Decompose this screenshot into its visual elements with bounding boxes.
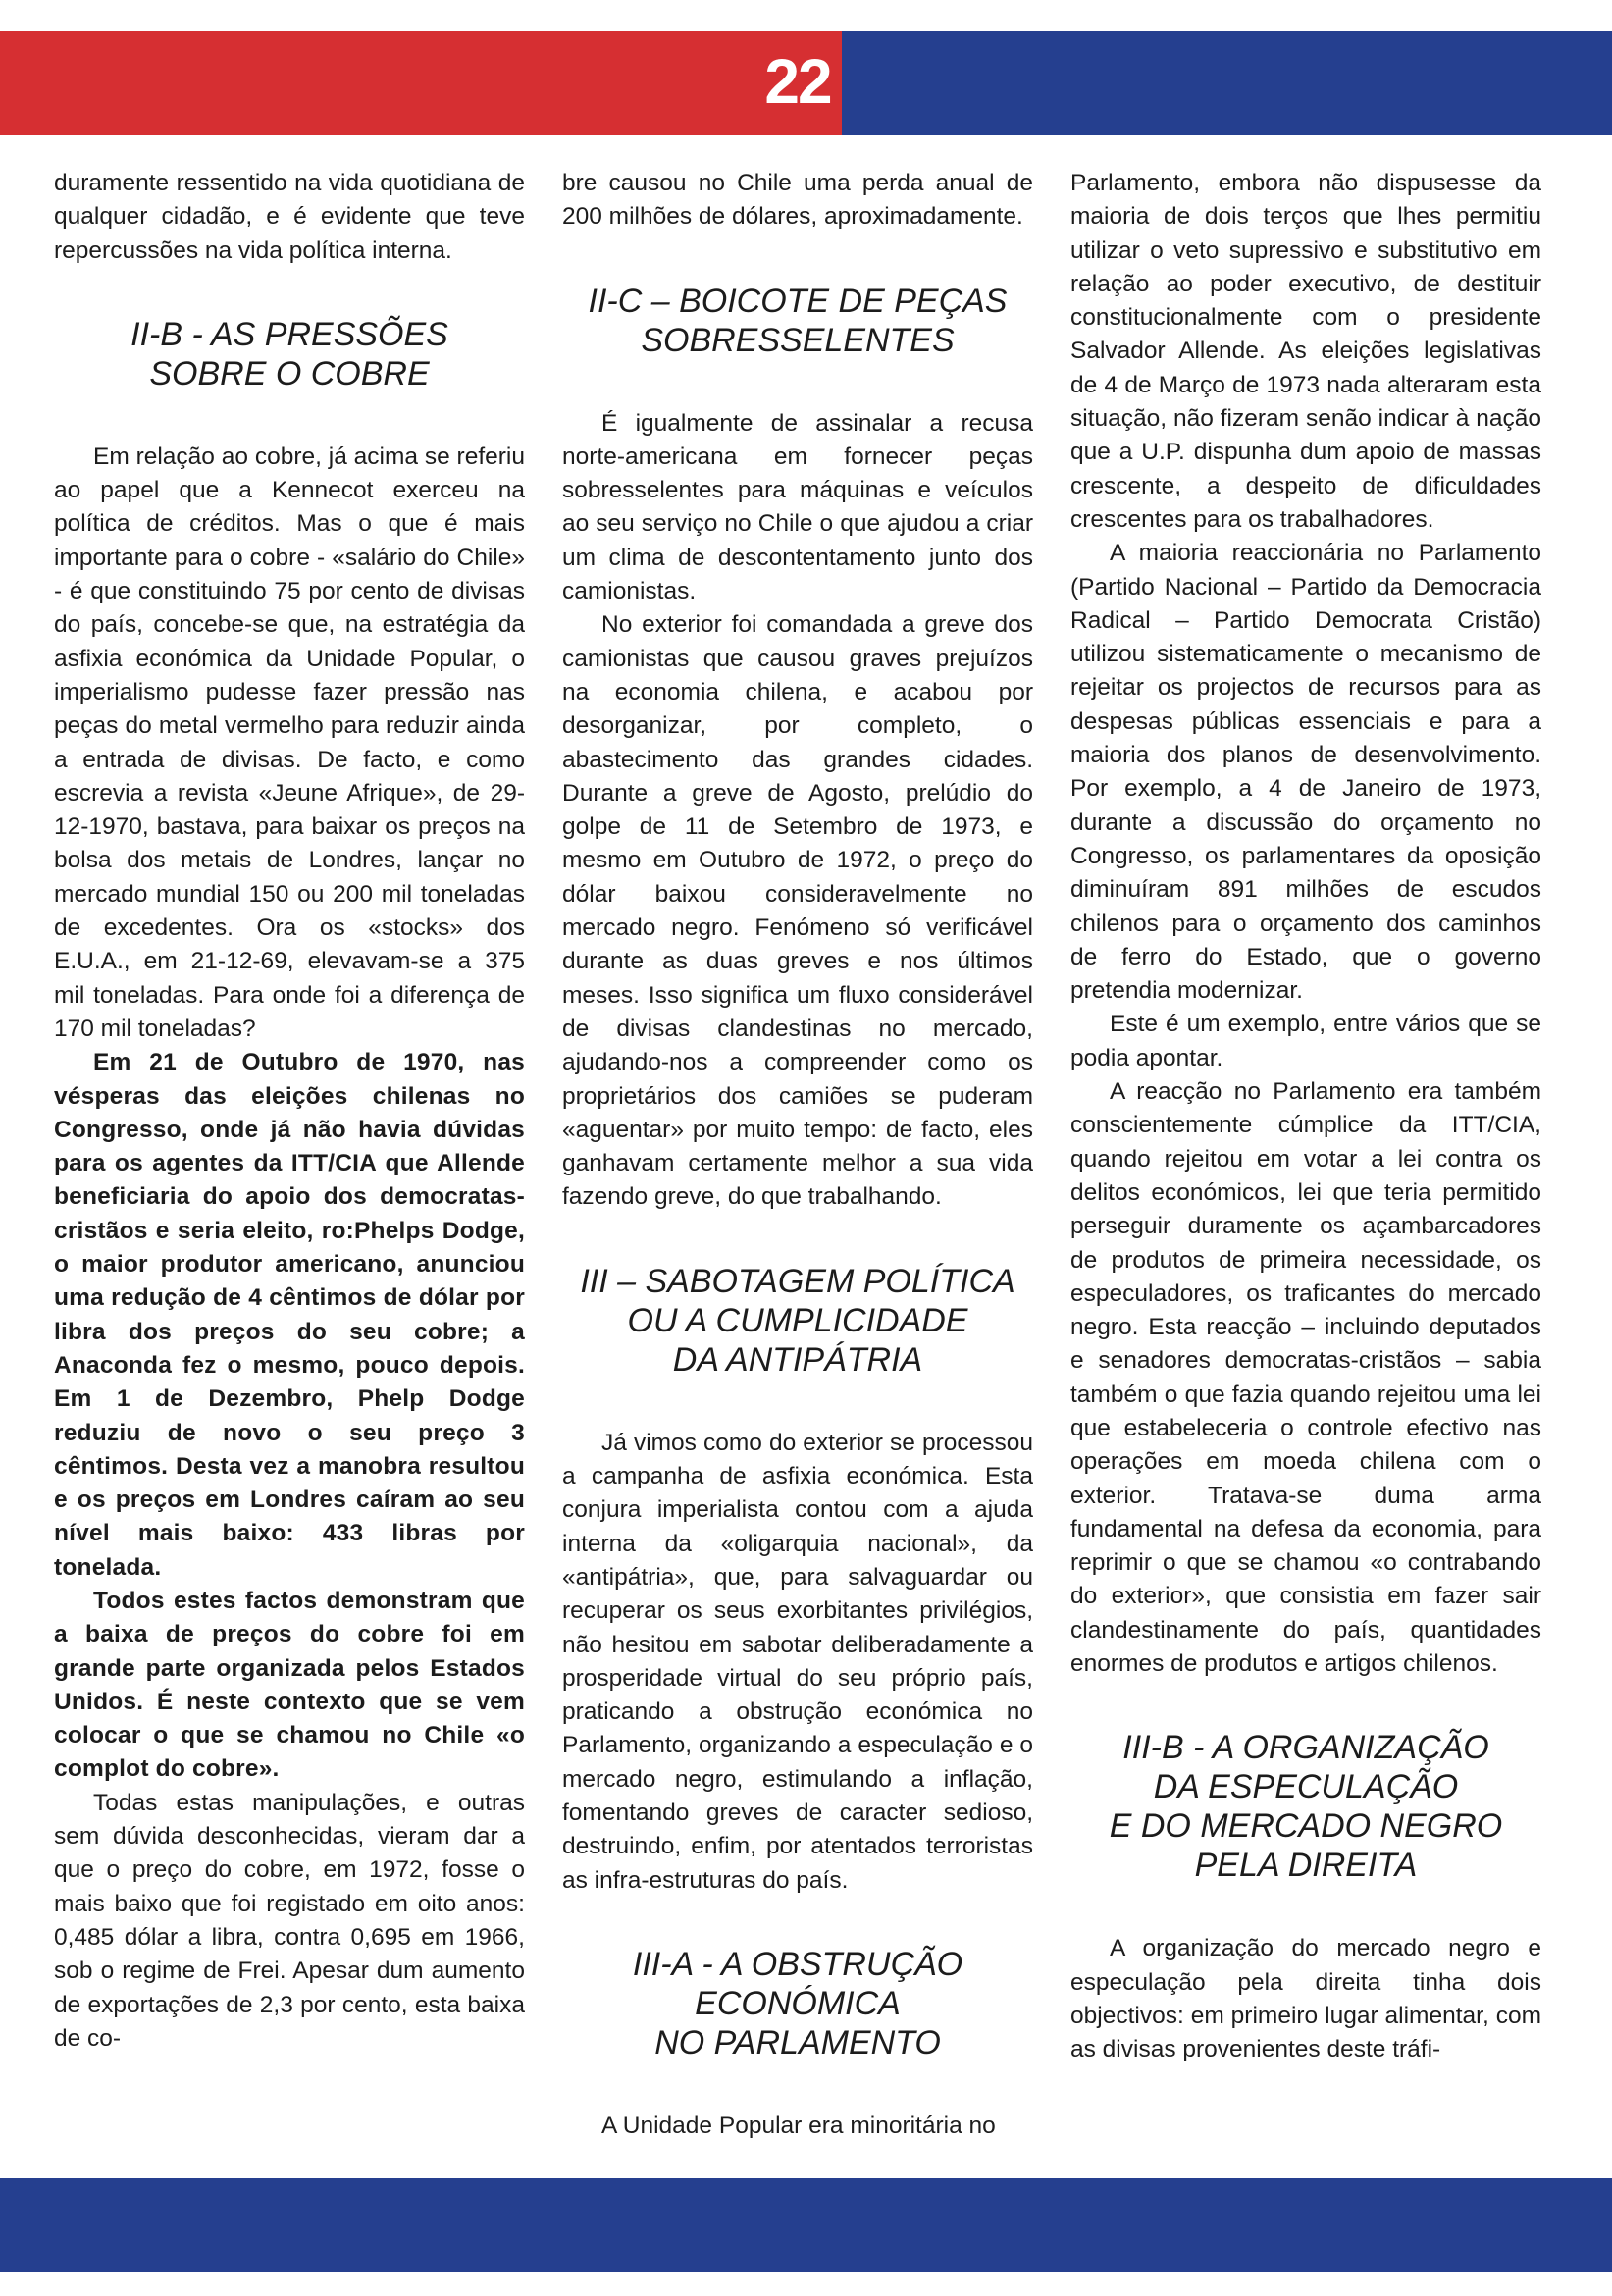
paragraph: Já vimos como do exterior se processou a campanha de asfixia económica. Esta conjura imperialista contou com a ajuda interna da «oligarquia nacional», da «antipátria», que, para salvaguardar ou recuperar os seus exorbitantes privilégios, não hesitou em sabotar deliberadamente a prosperidade virtual do seu próprio país, praticando a obstrução económica no Parlamento, organizando a especulação e o mercado negro, estimulando a inflação, fomentando greves de caracter sedioso, destruindo, enfim, por atentados terroristas as infra-estruturas do país. — [562, 1429, 1033, 1894]
paragraph-bold: Em 21 de Outubro de 1970, nas vésperas das eleições chilenas no Congresso, onde já não havia dúvidas para os agentes da ITT/CIA que Allende beneficiaria do apoio dos democratas-cristãos e seria eleito, ro:Phelps Dodge, o maior produtor americano, anunciou uma redução de 4 cêntimos de dólar por libra dos preços do seu cobre; a Anaconda fez o mesmo, pouco depois. Em 1 de Dezembro, Phelp Dodge reduziu de novo o seu preço 3 cêntimos. Desta vez a manobra resultou e os preços em Londres caíram ao seu nível mais baixo: 433 libras por tonelada. — [54, 1049, 525, 1581]
paragraph: A maioria reaccionária no Parlamento (Partido Nacional – Partido da Democracia Radical – Partido Democrata Cristão) utilizou sistematicamente o mecanismo de rejeitar os projectos de recursos para as despesas públicas essenciais e para a maioria dos planos de desenvolvimento. Por exemplo, a 4 de Janeiro de 1973, durante a discussão do orçamento no Congresso, os parlamentares da oposição diminuíram 891 milhões de escudos chilenos para o orçamento dos caminhos de ferro do Estado, que o governo pretendia modernizar. — [1070, 540, 1541, 1005]
text-column-1 — [54, 167, 525, 2056]
paragraph: Todas estas manipulações, e outras sem dúvida desconhecidas, vieram dar a que o preço do cobre, em 1972, fosse o mais baixo que foi registado em oito anos: 0,485 dólar a libra, contra 0,695 em 1966, sob o regime de Frei. Apesar dum aumento de exportações de 2,3 por cento, esta baixa de co- — [54, 1789, 525, 2052]
section-heading-iii-b: III-B - A ORGANIZAÇÃO DA ESPECULAÇÃO E DO MERCADO NEGRO PELA DIREITA — [1109, 1729, 1503, 1885]
header-blue-band — [842, 31, 1612, 135]
paragraph: A reacção no Parlamento era também conscientemente cúmplice da ITT/CIA, quando rejeitou em votar a lei contra os delitos económicos, lei que teria permitido perseguir duramente os açambarcadores de produtos de primeira necessidade, os especuladores, os traficantes do mercado negro. Esta reacção – incluindo deputados e senadores democratas-cristãos – sabia também o que fazia quando rejeitou uma lei que estabeleceria o controle efectivo nas operações em moeda chilena com o exterior. Tratava-se duma arma fundamental na defesa da economia, para reprimir o que se chamou «o contrabando do exterior», que consistia em fazer sair clandestinamente do país, quantidades enormes de produtos e artigos chilenos. — [1070, 1078, 1541, 1678]
section-heading-ii-b: II-B - AS PRESSÕES SOBRE O COBRE — [130, 315, 448, 392]
paragraph: Parlamento, embora não dispusesse da maioria de dois terços que lhes permitiu utilizar o veto supressivo e substitutivo em relação ao poder executivo, de destituir constitucionalmente com o presidente Salvador Allende. As eleições legislativas de 4 de Março de 1973 nada alteraram esta situação, não fizeram senão indicar à nação que a U.P. dispunha dum apoio de massas crescente, a despeito de dificuldades crescentes para os trabalhadores. — [1070, 170, 1541, 533]
paragraph: É igualmente de assinalar a recusa norte-americana em fornecer peças sobresselentes para máquinas e veículos ao seu serviço no Chile o que ajudou a criar um clima de descontentamento junto dos camionistas. — [562, 409, 1033, 605]
text-column-3 — [1070, 167, 1541, 2067]
paragraph: Em relação ao cobre, já acima se referiu ao papel que a Kennecot exerceu na política de créditos. Mas o que é mais importante para o cobre - «salário do Chile» - é que constituindo 75 por cento de divisas do país, concebe-se que, na estratégia da asfixia económica da Unidade Popular, o imperialismo pudesse fazer pressão nas peças do metal vermelho para reduzir ainda a entrada de divisas. De facto, e como escrevia a revista «Jeune Afrique», de 29-12-1970, bastava, para baixar os preços na bolsa dos metais de Londres, lançar no mercado mundial 150 ou 200 mil toneladas de excedentes. Ora os «stocks» dos E.U.A., em 21-12-69, elevavam-se a 375 mil toneladas. Para onde foi a diferença de 170 mil toneladas? — [54, 443, 525, 1042]
paragraph-bold: Todos estes factos demonstram que a baixa de preços do cobre foi em grande parte organizada pelos Estados Unidos. É neste contexto que se vem colocar o que se chamou no Chile «o complot do cobre». — [54, 1587, 525, 1783]
paragraph: A Unidade Popular era minoritária no — [601, 2112, 996, 2139]
section-heading-ii-c: II-C – BOICOTE DE PEÇAS SOBRESSELENTES — [588, 282, 1008, 359]
footer-band — [0, 2178, 1612, 2272]
paragraph: No exterior foi comandada a greve dos camionistas que causou graves prejuízos na economia chilena, e acabou por desorganizar, por completo, o abastecimento das grandes cidades. Durante a greve de Agosto, prelúdio do golpe de 11 de Setembro de 1973, e mesmo em Outubro de 1972, o preço do dólar baixou consideravelmente no mercado negro. Fenómeno só verificável durante as duas greves e nos últimos meses. Isso significa um fluxo considerável de divisas clandestinas no mercado, ajudando-nos a compreender como os proprietários dos camiões se puderam «aguentar» por muito tempo: de facto, eles ganhavam certamente melhor a sua vida fazendo greve, do que trabalhando. — [562, 611, 1033, 1211]
text-column-2 — [562, 167, 1033, 2143]
paragraph: bre causou no Chile uma perda anual de 200 milhões de dólares, aproximadamente. — [562, 170, 1033, 231]
section-heading-iii: III – SABOTAGEM POLÍTICA OU A CUMPLICIDADE DA ANTIPÁTRIA — [580, 1262, 1015, 1379]
section-heading-iii-a: III-A - A OBSTRUÇÃO ECONÓMICA NO PARLAMENTO — [632, 1945, 963, 2061]
header-red-band — [0, 31, 842, 135]
paragraph: A organização do mercado negro e especulação pela direita tinha dois objectivos: em primeiro lugar alimentar, com as divisas provenientes deste tráfi- — [1070, 1935, 1541, 2063]
page-number: 22 — [764, 46, 831, 117]
paragraph: duramente ressentido na vida quotidiana de qualquer cidadão, e é evidente que teve repercussões na vida política interna. — [54, 170, 525, 264]
header-band — [0, 31, 1612, 135]
paragraph: Este é um exemplo, entre vários que se podia apontar. — [1070, 1011, 1541, 1071]
